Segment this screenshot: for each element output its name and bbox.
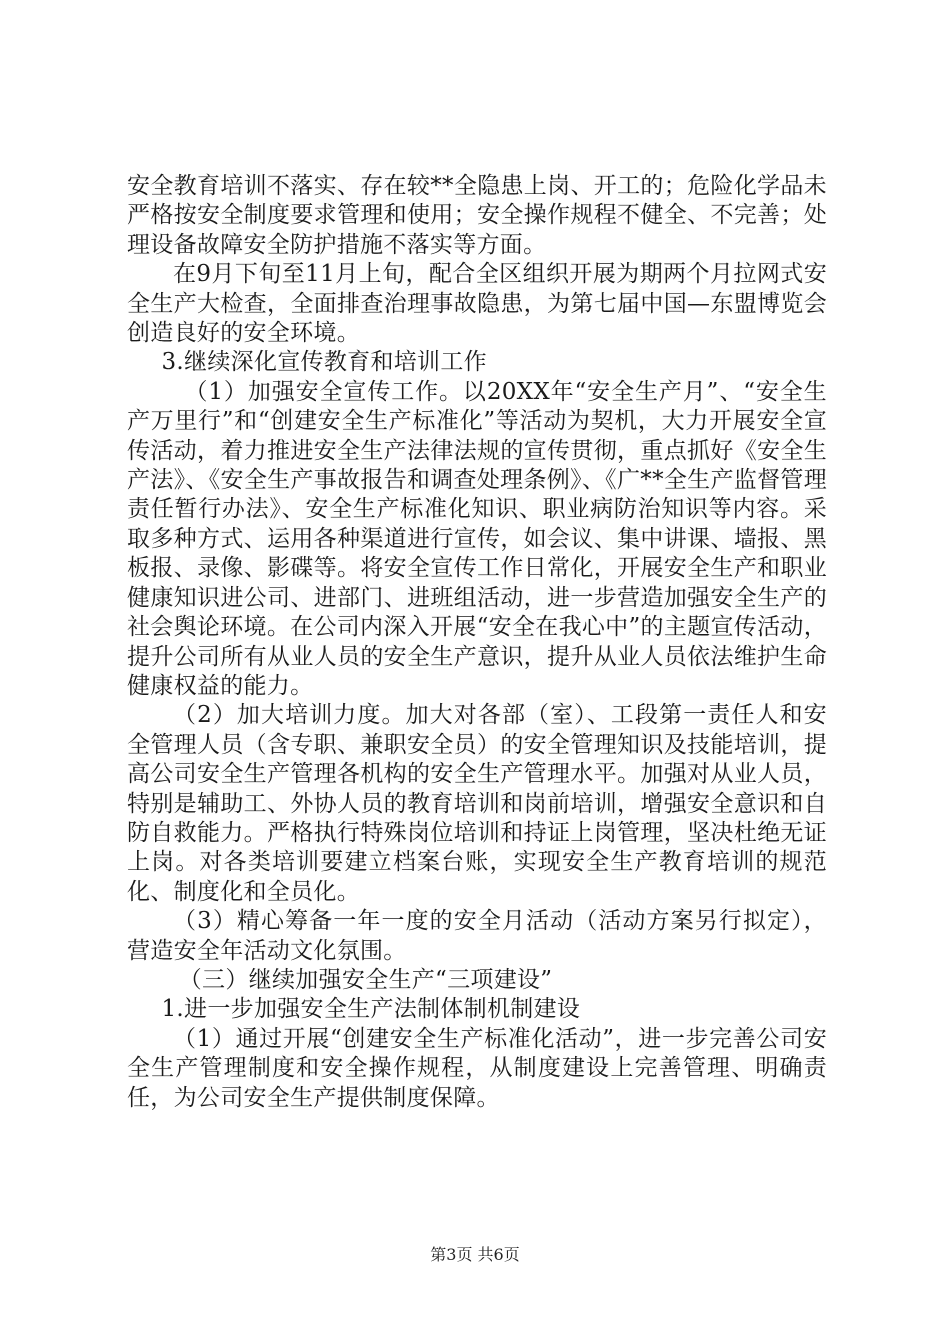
paragraph-standardization: （1）通过开展“创建安全生产标准化活动”，进一步完善公司安全生产管理制度和安全操作规程，从制度建设上完善管理、明确责任，为公司安全生产提供制度保障。: [127, 1025, 827, 1111]
paragraph-inspection: 在9月下旬至11月上旬，配合全区组织开展为期两个月拉网式安全生产大检查，全面排查治理事故隐患，为第七届中国—东盟博览会创造良好的安全环境。: [127, 261, 827, 347]
paragraph-publicity: （1）加强安全宣传工作。以20XX年“安全生产月”、“安全生产万里行”和“创建安全生产标准化”等活动为契机，大力开展安全宣传活动，着力推进安全生产法律法规的宣传贯彻，重点抓好《安全生产法》、《安全生产事故报告和调查处理条例》、《广**全生产监督管理责任暂行办法》、安全生产标准化知识、职业病防治知识等内容。采取多种方式、运用各种渠道进行宣传，如会议、集中讲课、墙报、黑板报、录像、影碟等。将安全宣传工作日常化，开展安全生产和职业健康知识进公司、进部门、进班组活动，进一步营造加强安全生产的社会舆论环境。在公司内深入开展“安全在我心中”的主题宣传活动，提升公司所有从业人员的安全生产意识，提升从业人员依法维护生命健康权益的能力。: [127, 378, 827, 699]
paragraph-training: （2）加大培训力度。加大对各部（室）、工段第一责任人和安全管理人员（含专职、兼职安全员）的安全管理知识及技能培训，提高公司安全生产管理各机构的安全生产管理水平。加强对从业人员，特别是辅助工、外协人员的教育培训和岗前培训，增强安全意识和自防自救能力。严格执行特殊岗位培训和持证上岗管理，坚决杜绝无证上岗。对各类培训要建立档案台账，实现安全生产教育培训的规范化、制度化和全员化。: [127, 702, 827, 905]
section-heading-3: 3.继续深化宣传教育和培训工作: [161, 349, 487, 376]
page-footer: 第3页 共6页: [430, 1245, 520, 1264]
section-heading-1: 1.进一步加强安全生产法制体制机制建设: [161, 996, 581, 1023]
paragraph-continuation: 安全教育培训不落实、存在较**全隐患上岗、开工的；危险化学品未严格按安全制度要求管理和使用；安全操作规程不健全、不完善；处理设备故障安全防护措施不落实等方面。: [127, 173, 827, 258]
section-heading-three-constructions: （三）继续加强安全生产“三项建设”: [178, 966, 553, 993]
paragraph-safety-month: （3）精心筹备一年一度的安全月活动（活动方案另行拟定），营造安全年活动文化氛围。: [127, 908, 827, 964]
document-body: [127, 172, 827, 1113]
